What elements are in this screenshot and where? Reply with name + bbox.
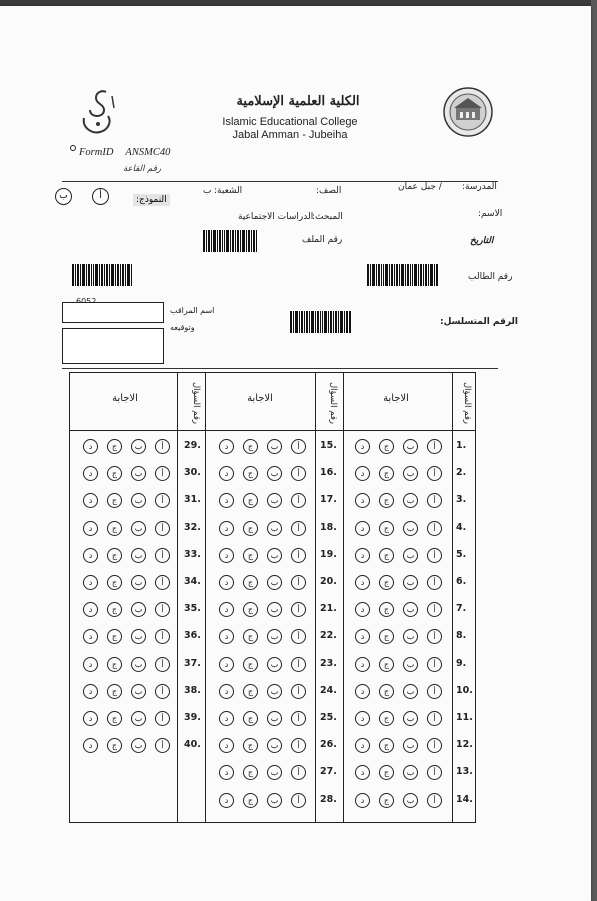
answer-bubble[interactable]: ب <box>267 684 282 699</box>
answer-bubble[interactable]: ج <box>107 493 122 508</box>
answer-bubble[interactable]: ب <box>267 466 282 481</box>
question-number: 26. <box>320 739 337 751</box>
question-number: 23. <box>320 657 337 669</box>
answer-bubble[interactable]: د <box>355 629 370 644</box>
question-number: 21. <box>320 603 337 615</box>
answer-bubble[interactable]: ج <box>379 657 394 672</box>
scan-edge-right <box>591 0 597 901</box>
answer-bubble[interactable]: ب <box>403 493 418 508</box>
answer-bubble[interactable]: أ <box>291 466 306 481</box>
answer-bubble[interactable]: ب <box>267 629 282 644</box>
college-seal-icon <box>442 86 494 138</box>
answer-header-col2: الاجابة <box>247 393 273 404</box>
question-number: 39. <box>184 712 201 723</box>
answer-bubble[interactable]: ج <box>243 711 258 726</box>
answer-bubble[interactable]: ج <box>107 439 122 454</box>
answer-bubble[interactable]: د <box>83 629 98 644</box>
answer-bubble[interactable]: أ <box>291 765 306 780</box>
question-header-col1: رقم السؤال <box>462 382 472 424</box>
answer-bubble[interactable]: د <box>219 738 234 753</box>
answer-bubble[interactable]: أ <box>291 793 306 808</box>
answer-bubble[interactable]: ب <box>131 439 146 454</box>
answer-bubble[interactable]: ب <box>131 684 146 699</box>
question-number: 34. <box>184 576 201 587</box>
question-number: 35. <box>184 603 201 615</box>
answer-bubble[interactable]: أ <box>427 521 442 536</box>
answer-bubble[interactable]: ب <box>403 466 418 481</box>
answer-bubble[interactable]: ج <box>379 548 394 563</box>
answer-bubble[interactable]: ج <box>379 575 394 590</box>
form-id <box>70 145 170 158</box>
answer-bubble[interactable]: ب <box>267 439 282 454</box>
answer-bubble[interactable]: أ <box>291 629 306 644</box>
model-option-b[interactable]: ب <box>55 188 72 205</box>
answer-bubble[interactable]: ج <box>243 793 258 808</box>
question-number: 32. <box>184 521 201 533</box>
answer-bubble[interactable]: ج <box>243 575 258 590</box>
school-label: المدرسة: <box>462 182 497 192</box>
answer-bubble[interactable]: ج <box>107 521 122 536</box>
answer-bubble[interactable]: د <box>355 439 370 454</box>
answer-bubble[interactable]: ب <box>131 521 146 536</box>
proctor-signature-box[interactable] <box>62 328 164 364</box>
answer-grid <box>69 372 476 823</box>
answer-bubble[interactable]: ج <box>243 493 258 508</box>
question-number: 13. <box>456 766 473 778</box>
fields-divider <box>62 368 498 369</box>
answer-bubble[interactable]: د <box>355 765 370 780</box>
answer-header-col1: الاجابة <box>383 393 409 404</box>
grid-header-line <box>70 430 475 431</box>
file-number-label: رقم الملف <box>302 235 343 245</box>
answer-bubble[interactable]: ج <box>107 711 122 726</box>
answer-bubble[interactable]: أ <box>427 548 442 563</box>
answer-bubble[interactable]: د <box>355 548 370 563</box>
question-number: 28. <box>320 793 337 805</box>
answer-bubble[interactable]: د <box>355 466 370 481</box>
answer-bubble[interactable]: د <box>355 738 370 753</box>
answer-bubble[interactable]: أ <box>427 439 442 454</box>
answer-bubble[interactable]: ج <box>243 629 258 644</box>
answer-bubble[interactable]: ب <box>131 602 146 617</box>
section-value: ب <box>203 186 212 196</box>
question-number: 7. <box>456 603 467 615</box>
answer-bubble[interactable]: أ <box>155 575 170 590</box>
answer-bubble[interactable]: د <box>219 521 234 536</box>
grid-column-line <box>315 373 316 822</box>
question-number: 38. <box>184 684 201 696</box>
answer-bubble[interactable]: أ <box>427 711 442 726</box>
question-number: 24. <box>320 684 337 696</box>
question-number: 30. <box>184 467 201 479</box>
answer-bubble[interactable]: د <box>219 466 234 481</box>
answer-bubble[interactable]: ب <box>267 575 282 590</box>
answer-bubble[interactable]: ج <box>107 548 122 563</box>
answer-bubble[interactable]: ج <box>107 684 122 699</box>
question-number: 37. <box>184 657 201 669</box>
answer-bubble[interactable]: د <box>83 575 98 590</box>
answer-bubble[interactable]: د <box>219 684 234 699</box>
answer-bubble[interactable]: أ <box>427 684 442 699</box>
answer-bubble[interactable]: د <box>355 793 370 808</box>
answer-bubble[interactable]: ج <box>107 602 122 617</box>
question-number: 5. <box>456 548 467 560</box>
name-label: الاسم: <box>478 209 503 219</box>
college-logo-icon <box>76 88 120 138</box>
answer-bubble[interactable]: أ <box>291 548 306 563</box>
answer-bubble[interactable]: د <box>83 684 98 699</box>
answer-bubble[interactable]: أ <box>427 657 442 672</box>
question-number: 15. <box>320 440 337 451</box>
answer-bubble[interactable]: ب <box>403 711 418 726</box>
question-number: 18. <box>320 521 337 533</box>
form-id-label: FormID <box>79 147 114 158</box>
subject-label: المبحث: <box>312 212 343 222</box>
answer-bubble[interactable]: ج <box>243 765 258 780</box>
answer-bubble[interactable]: د <box>219 575 234 590</box>
answer-bubble[interactable]: ب <box>403 684 418 699</box>
answer-bubble[interactable]: أ <box>291 657 306 672</box>
signature-label: وتوقيعه <box>170 323 195 332</box>
model-option-a[interactable]: أ <box>92 188 109 205</box>
answer-bubble[interactable]: ب <box>403 548 418 563</box>
answer-bubble[interactable]: أ <box>155 439 170 454</box>
answer-bubble[interactable]: أ <box>291 738 306 753</box>
question-number: 10. <box>456 684 473 696</box>
answer-bubble[interactable]: د <box>355 684 370 699</box>
answer-bubble[interactable]: ج <box>379 521 394 536</box>
answer-bubble[interactable]: د <box>83 466 98 481</box>
answer-bubble[interactable]: د <box>355 602 370 617</box>
answer-bubble[interactable]: ج <box>107 466 122 481</box>
answer-bubble[interactable]: أ <box>155 711 170 726</box>
file-number-barcode <box>203 230 257 252</box>
answer-bubble[interactable]: أ <box>155 548 170 563</box>
answer-bubble[interactable]: ج <box>243 602 258 617</box>
answer-bubble[interactable]: د <box>219 493 234 508</box>
school-value: / جبل عمان <box>398 182 442 192</box>
answer-bubble[interactable]: د <box>219 602 234 617</box>
answer-bubble[interactable]: ج <box>379 793 394 808</box>
answer-bubble[interactable]: أ <box>155 521 170 536</box>
answer-header-col3: الاجابة <box>112 393 138 404</box>
answer-bubble[interactable]: ب <box>403 521 418 536</box>
answer-bubble[interactable]: د <box>83 548 98 563</box>
answer-bubble[interactable]: ب <box>131 657 146 672</box>
question-number: 29. <box>184 440 201 451</box>
answer-bubble[interactable]: ج <box>379 765 394 780</box>
question-number: 2. <box>456 467 467 479</box>
answer-bubble[interactable]: ج <box>107 629 122 644</box>
answer-bubble[interactable]: ب <box>267 602 282 617</box>
answer-bubble[interactable]: ب <box>267 793 282 808</box>
answer-bubble[interactable]: د <box>219 711 234 726</box>
answer-bubble[interactable]: ج <box>379 466 394 481</box>
answer-bubble[interactable]: ب <box>267 521 282 536</box>
serial-barcode <box>290 311 352 333</box>
answer-bubble[interactable]: ج <box>243 684 258 699</box>
answer-bubble[interactable]: أ <box>155 493 170 508</box>
answer-bubble[interactable]: ب <box>131 711 146 726</box>
section-label: الشعبة: <box>214 186 243 196</box>
question-number: 11. <box>456 712 473 723</box>
question-number: 20. <box>320 576 337 587</box>
answer-bubble[interactable]: د <box>83 521 98 536</box>
answer-bubble[interactable]: أ <box>291 575 306 590</box>
question-number: 14. <box>456 793 473 805</box>
question-number: 27. <box>320 766 337 778</box>
question-number: 40. <box>184 739 201 751</box>
model-label: النموذج: <box>133 194 170 206</box>
answer-bubble[interactable]: ب <box>131 493 146 508</box>
candidate-barcode <box>72 264 134 286</box>
answer-bubble[interactable]: أ <box>427 793 442 808</box>
answer-bubble[interactable]: ب <box>403 629 418 644</box>
answer-bubble[interactable]: ب <box>131 575 146 590</box>
answer-bubble[interactable]: ب <box>403 439 418 454</box>
question-number: 12. <box>456 739 473 751</box>
answer-bubble[interactable]: ج <box>107 575 122 590</box>
answer-bubble[interactable]: د <box>219 793 234 808</box>
question-number: 3. <box>456 494 467 506</box>
question-number: 17. <box>320 494 337 506</box>
answer-bubble[interactable]: أ <box>155 629 170 644</box>
answer-bubble[interactable]: د <box>83 738 98 753</box>
answer-bubble[interactable]: ج <box>243 657 258 672</box>
question-number: 8. <box>456 630 467 642</box>
answer-bubble[interactable]: أ <box>291 602 306 617</box>
question-number: 31. <box>184 494 201 506</box>
grid-column-line <box>452 373 453 822</box>
answer-bubble[interactable]: ج <box>243 439 258 454</box>
answer-sheet-paper <box>0 6 591 901</box>
proctor-name-box[interactable] <box>62 302 164 323</box>
answer-bubble[interactable]: أ <box>155 657 170 672</box>
answer-bubble[interactable]: د <box>355 521 370 536</box>
answer-bubble[interactable]: ج <box>379 684 394 699</box>
answer-bubble[interactable]: ب <box>403 602 418 617</box>
grid-column-line <box>177 373 178 822</box>
question-number: 33. <box>184 548 201 560</box>
question-number: 6. <box>456 576 467 587</box>
question-header-col3: رقم السؤال <box>191 382 201 424</box>
class-label: الصف: <box>316 186 342 196</box>
student-number-barcode <box>367 264 439 286</box>
answer-bubble[interactable]: ج <box>243 738 258 753</box>
answer-bubble[interactable]: د <box>355 493 370 508</box>
answer-bubble[interactable]: ج <box>379 602 394 617</box>
answer-bubble[interactable]: د <box>355 711 370 726</box>
answer-bubble[interactable]: أ <box>291 439 306 454</box>
answer-bubble[interactable]: أ <box>427 738 442 753</box>
answer-bubble[interactable]: د <box>355 575 370 590</box>
answer-bubble[interactable]: ج <box>379 738 394 753</box>
answer-bubble[interactable]: د <box>219 765 234 780</box>
answer-bubble[interactable]: أ <box>427 575 442 590</box>
answer-bubble[interactable]: أ <box>155 466 170 481</box>
answer-bubble[interactable]: ج <box>243 466 258 481</box>
answer-bubble[interactable]: أ <box>427 765 442 780</box>
question-number: 4. <box>456 521 467 533</box>
answer-bubble[interactable]: ج <box>379 629 394 644</box>
hall-number-label: رقم القاعة <box>123 164 161 174</box>
answer-bubble[interactable]: د <box>219 439 234 454</box>
answer-bubble[interactable]: أ <box>427 466 442 481</box>
question-number: 36. <box>184 630 201 642</box>
answer-bubble[interactable]: د <box>219 629 234 644</box>
answer-bubble[interactable]: ب <box>131 466 146 481</box>
answer-bubble[interactable]: أ <box>155 602 170 617</box>
answer-bubble[interactable]: ب <box>131 548 146 563</box>
student-number-label: رقم الطالب <box>468 272 513 282</box>
college-name-english <box>210 116 370 142</box>
answer-bubble[interactable]: ب <box>267 765 282 780</box>
answer-bubble[interactable]: أ <box>155 738 170 753</box>
answer-bubble[interactable]: ب <box>403 575 418 590</box>
answer-bubble[interactable]: ب <box>267 548 282 563</box>
question-number: 22. <box>320 630 337 642</box>
answer-bubble[interactable]: د <box>355 657 370 672</box>
question-header-col2: رقم السؤال <box>328 382 338 424</box>
answer-bubble[interactable]: د <box>83 711 98 726</box>
question-number: 19. <box>320 548 337 560</box>
college-name-en-line: Islamic Educational College <box>222 116 358 128</box>
answer-bubble[interactable]: د <box>83 439 98 454</box>
answer-bubble[interactable]: د <box>83 657 98 672</box>
degree-icon <box>70 145 76 151</box>
answer-bubble[interactable]: د <box>219 657 234 672</box>
answer-bubble[interactable]: أ <box>291 711 306 726</box>
answer-bubble[interactable]: د <box>83 493 98 508</box>
answer-bubble[interactable]: أ <box>427 493 442 508</box>
proctor-name-label: اسم المراقب <box>170 306 215 315</box>
serial-number-label: الرقم المتسلسل: <box>440 317 518 327</box>
answer-bubble[interactable]: ب <box>131 738 146 753</box>
answer-bubble[interactable]: ب <box>131 629 146 644</box>
answer-bubble[interactable]: ب <box>403 793 418 808</box>
answer-bubble[interactable]: د <box>219 548 234 563</box>
subject-value: الدراسات الاجتماعية <box>238 212 314 222</box>
answer-bubble[interactable]: ج <box>243 521 258 536</box>
answer-bubble[interactable]: ب <box>267 738 282 753</box>
grid-column-line <box>343 373 344 822</box>
answer-bubble[interactable]: أ <box>155 684 170 699</box>
answer-bubble[interactable]: ب <box>403 765 418 780</box>
answer-bubble[interactable]: ب <box>403 657 418 672</box>
answer-bubble[interactable]: أ <box>427 629 442 644</box>
answer-bubble[interactable]: ج <box>243 548 258 563</box>
date-label: التاريخ <box>470 236 494 246</box>
answer-bubble[interactable]: ج <box>379 711 394 726</box>
answer-bubble[interactable]: أ <box>291 521 306 536</box>
answer-bubble[interactable]: ب <box>267 657 282 672</box>
answer-bubble[interactable]: ج <box>107 738 122 753</box>
campus-name: Jabal Amman - Jubeiha <box>232 129 348 141</box>
grid-column-line <box>205 373 206 822</box>
question-number: 25. <box>320 712 337 723</box>
answer-bubble[interactable]: ب <box>267 711 282 726</box>
form-id-value: ANSMC40 <box>125 147 171 158</box>
answer-bubble[interactable]: ب <box>267 493 282 508</box>
answer-bubble[interactable]: ب <box>403 738 418 753</box>
question-number: 1. <box>456 440 467 451</box>
question-number: 9. <box>456 657 467 669</box>
answer-bubble[interactable]: د <box>83 602 98 617</box>
answer-bubble[interactable]: ج <box>379 493 394 508</box>
college-name-arabic: الكلية العلمية الإسلامية <box>236 94 360 109</box>
answer-bubble[interactable]: أ <box>427 602 442 617</box>
answer-bubble[interactable]: ج <box>107 657 122 672</box>
answer-bubble[interactable]: أ <box>291 684 306 699</box>
answer-bubble[interactable]: ج <box>379 439 394 454</box>
question-number: 16. <box>320 467 337 479</box>
answer-bubble[interactable]: أ <box>291 493 306 508</box>
